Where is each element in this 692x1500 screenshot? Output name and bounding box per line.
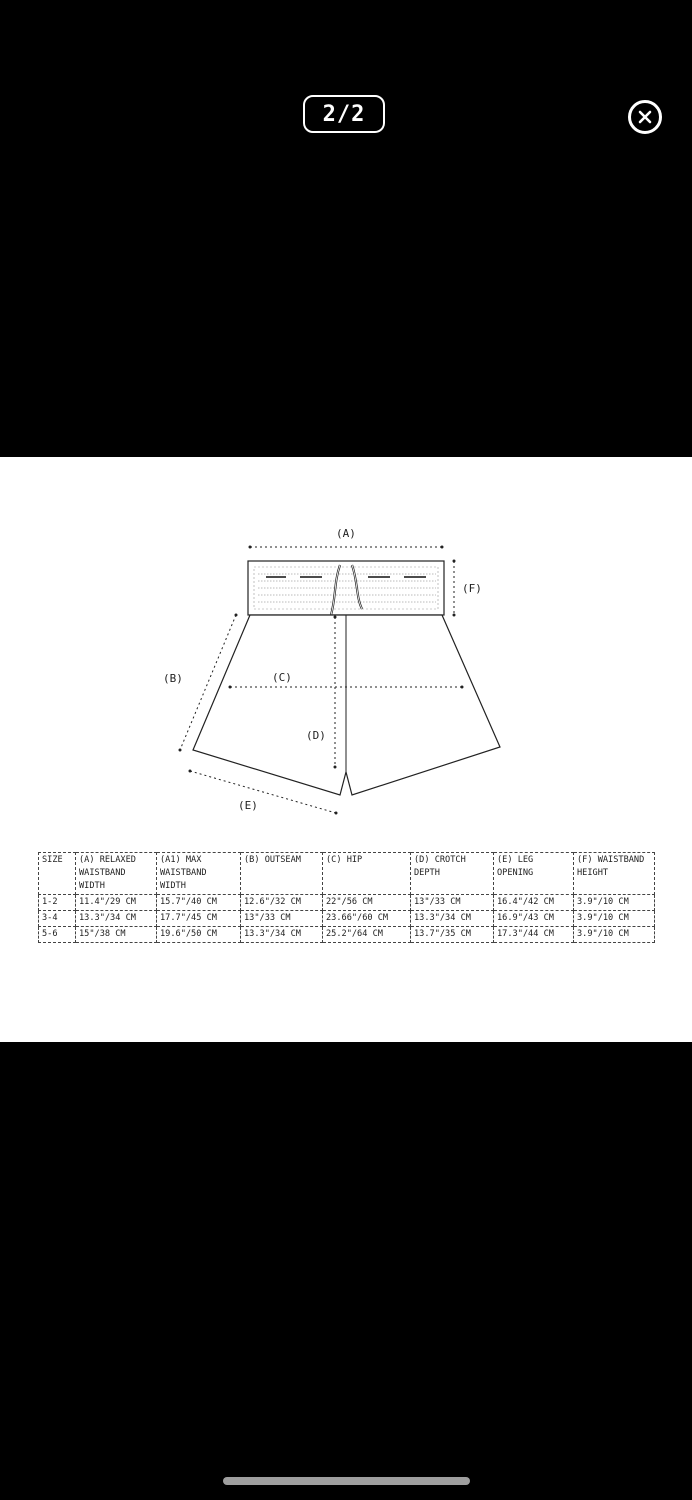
label-c: (C)	[272, 671, 292, 684]
image-counter: 2/2	[303, 95, 385, 133]
header-leg-opening: (E) LEG OPENING	[494, 853, 574, 895]
label-d: (D)	[306, 729, 326, 742]
table-cell: 11.4"/29 CM	[76, 895, 157, 911]
table-cell: 15.7"/40 CM	[157, 895, 241, 911]
shorts-diagram	[0, 457, 692, 837]
table-cell: 13.3"/34 CM	[76, 911, 157, 927]
table-cell: 3.9"/10 CM	[574, 927, 655, 943]
table-cell: 1-2	[39, 895, 76, 911]
size-table	[38, 852, 655, 943]
table-row	[39, 911, 655, 927]
table-cell: 13"/33 CM	[411, 895, 494, 911]
table-row	[39, 895, 655, 911]
table-cell: 25.2"/64 CM	[323, 927, 411, 943]
table-cell: 13.3"/34 CM	[241, 927, 323, 943]
close-icon	[637, 109, 653, 125]
header-relaxed-waistband: (A) RELAXED WAISTBAND WIDTH	[76, 853, 157, 895]
table-cell: 17.3"/44 CM	[494, 927, 574, 943]
table-cell: 12.6"/32 CM	[241, 895, 323, 911]
label-b: (B)	[163, 672, 183, 685]
table-cell: 16.4"/42 CM	[494, 895, 574, 911]
table-header-row	[39, 853, 655, 895]
header-waistband-height: (F) WAISTBAND HEIGHT	[574, 853, 655, 895]
header-size: SIZE	[39, 853, 76, 895]
close-button[interactable]	[628, 100, 662, 134]
header-outseam: (B) OUTSEAM	[241, 853, 323, 895]
table-cell: 3-4	[39, 911, 76, 927]
table-cell: 5-6	[39, 927, 76, 943]
header-hip: (C) HIP	[323, 853, 411, 895]
table-cell: 22"/56 CM	[323, 895, 411, 911]
table-cell: 15"/38 CM	[76, 927, 157, 943]
header-max-waistband: (A1) MAX WAISTBAND WIDTH	[157, 853, 241, 895]
table-cell: 13.7"/35 CM	[411, 927, 494, 943]
header-crotch-depth: (D) CROTCH DEPTH	[411, 853, 494, 895]
table-cell: 23.66"/60 CM	[323, 911, 411, 927]
label-e: (E)	[238, 799, 258, 812]
home-indicator[interactable]	[223, 1477, 470, 1485]
table-cell: 17.7"/45 CM	[157, 911, 241, 927]
table-cell: 19.6"/50 CM	[157, 927, 241, 943]
table-cell: 3.9"/10 CM	[574, 895, 655, 911]
label-f: (F)	[462, 582, 482, 595]
table-cell: 13"/33 CM	[241, 911, 323, 927]
table-cell: 3.9"/10 CM	[574, 911, 655, 927]
table-cell: 13.3"/34 CM	[411, 911, 494, 927]
table-cell: 16.9"/43 CM	[494, 911, 574, 927]
label-a: (A)	[336, 527, 356, 540]
size-guide-image	[0, 457, 692, 1042]
table-row	[39, 927, 655, 943]
